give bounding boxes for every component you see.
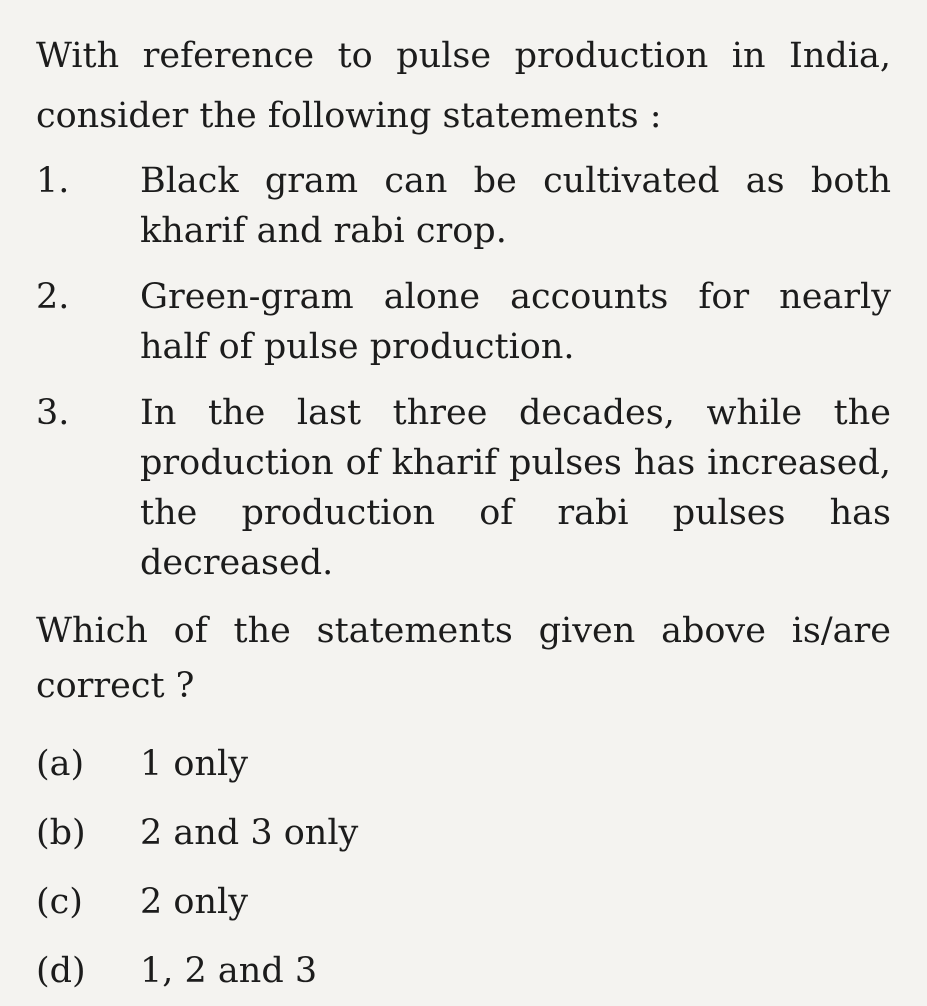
statement-item [36,156,891,256]
statement-item [36,388,891,588]
option-label: (c) [36,882,83,922]
option-label: (d) [36,951,86,991]
statement-list [36,156,891,588]
option-c[interactable] [36,868,891,937]
option-label: (b) [36,813,86,853]
statement-number: 3. [36,393,70,433]
statement-text: Black gram can be cultivated as both kharif and rabi crop. [140,161,891,251]
statement-text: In the last three decades, while the production of kharif pulses has increased, the production of rabi pulses has decreased. [140,393,891,583]
option-d[interactable] [36,937,891,1006]
statement-item [36,272,891,372]
option-text: 1 only [140,744,248,784]
option-a[interactable] [36,730,891,799]
option-text: 2 only [140,882,248,922]
statement-text: Green-gram alone accounts for nearly half of pulse production. [140,277,891,367]
option-list [36,730,891,1006]
statement-number: 1. [36,161,70,201]
question-intro: With reference to pulse production in India, consider the following statements : [36,36,891,136]
option-label: (a) [36,744,85,784]
option-text: 1, 2 and 3 [140,951,318,991]
question-prompt: Which of the statements given above is/are correct ? [36,611,891,706]
statement-number: 2. [36,277,70,317]
option-b[interactable] [36,799,891,868]
option-text: 2 and 3 only [140,813,359,853]
